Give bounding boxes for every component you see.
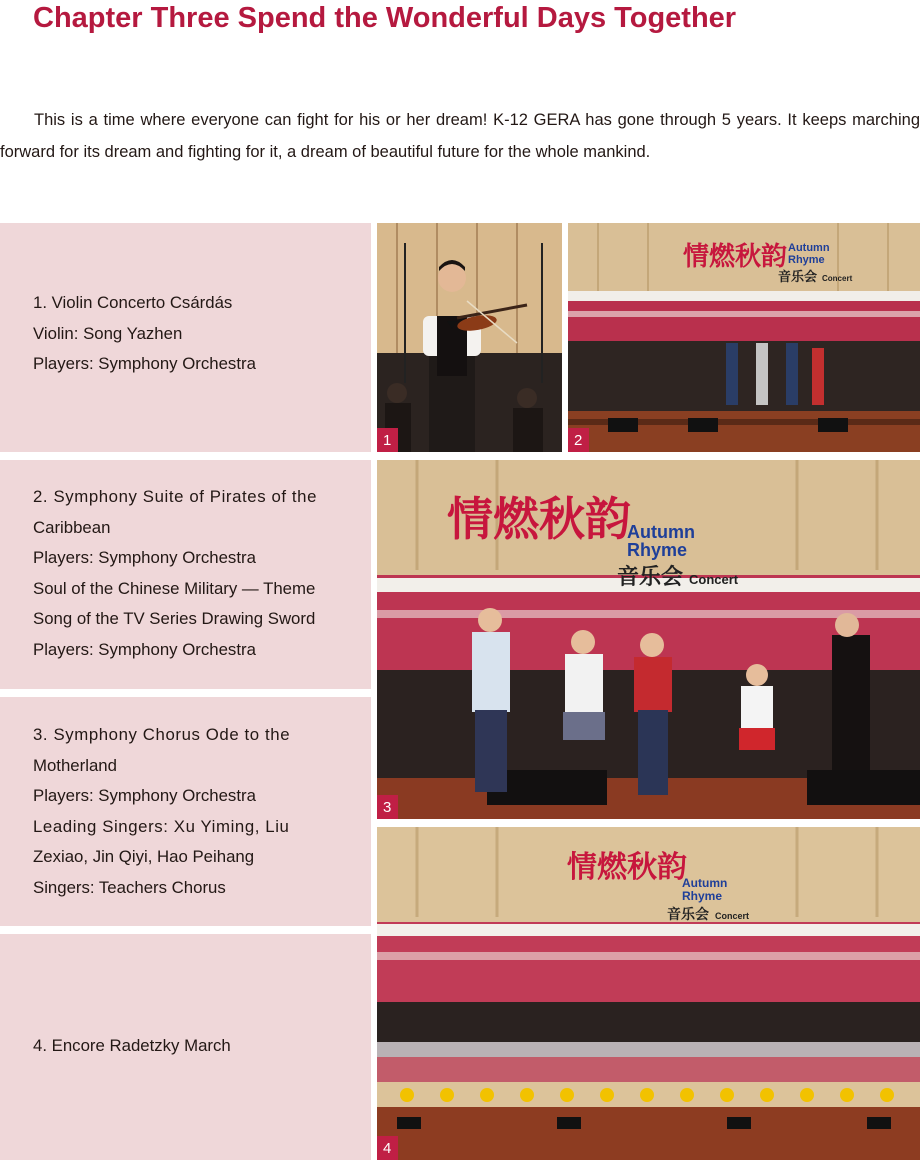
svg-text:Autumn: Autumn	[627, 522, 695, 542]
svg-text:情燃秋韵: 情燃秋韵	[683, 242, 788, 272]
svg-text:Concert: Concert	[715, 911, 750, 921]
program-2-line-2: Caribbean	[33, 517, 111, 537]
program-1-line-1: 1. Violin Concerto Csárdás	[33, 293, 233, 312]
program-3-line-3: Players: Symphony Orchestra	[33, 786, 256, 805]
photo-number-badge: 3	[377, 795, 398, 819]
program-panel-4	[0, 934, 371, 1160]
photo-number-badge: 4	[377, 1136, 398, 1160]
svg-text:Autumn: Autumn	[682, 876, 728, 890]
program-panel-1	[0, 223, 371, 452]
svg-text:Rhyme: Rhyme	[627, 540, 688, 560]
intro-text: This is a time where everyone can fight for his or her dream! K-12 GERA has gone through 5 years. It keeps marching forward for its dream and fighting for it, a dream of beautiful future for the whole mankind.	[0, 111, 920, 161]
program-3-line-5: Zexiao, Jin Qiyi, Hao Peihang	[33, 847, 255, 866]
program-1-line-3: Players: Symphony Orchestra	[33, 354, 256, 373]
svg-text:情燃秋韵: 情燃秋韵	[567, 850, 687, 885]
program-3-line-6: Singers: Teachers Chorus	[33, 877, 226, 897]
program-2-line-3: Players: Symphony Orchestra	[33, 548, 256, 567]
program-1-line-2: Violin: Song Yazhen	[33, 323, 183, 343]
photo-full-ensemble	[377, 827, 920, 1160]
full-ensemble-illustration	[377, 827, 920, 1160]
program-3-line-4: Leading Singers: Xu Yiming, Liu	[33, 816, 290, 836]
photo-number-badge: 2	[568, 428, 589, 452]
svg-text:Rhyme: Rhyme	[788, 254, 825, 266]
intro-paragraph	[0, 104, 920, 168]
program-2-line-5: Song of the TV Series Drawing Sword	[33, 609, 316, 628]
program-panel-2	[0, 460, 371, 689]
svg-text:音乐会: 音乐会	[617, 565, 684, 590]
svg-text:Concert: Concert	[822, 274, 853, 283]
svg-text:情燃秋韵: 情燃秋韵	[447, 492, 631, 546]
program-2-line-6: Players: Symphony Orchestra	[33, 639, 256, 659]
photo-number-badge: 1	[377, 428, 398, 452]
photo-violinist	[377, 223, 562, 452]
program-2-line-4: Soul of the Chinese Military — Theme	[33, 578, 316, 598]
svg-text:音乐会: 音乐会	[778, 270, 818, 285]
svg-text:音乐会: 音乐会	[667, 907, 709, 923]
photo-lead-singers	[377, 460, 920, 819]
program-3-line-1: 3. Symphony Chorus Ode to the	[33, 725, 291, 744]
lead-singers-illustration	[377, 460, 920, 819]
program-4-line-1: 4. Encore Radetzky March	[33, 1036, 231, 1055]
program-2-line-1: 2. Symphony Suite of Pirates of the	[33, 487, 318, 506]
program-3-line-2: Motherland	[33, 755, 117, 775]
svg-text:Autumn: Autumn	[788, 242, 830, 254]
stage-overview-illustration	[568, 223, 920, 452]
svg-text:Rhyme: Rhyme	[682, 889, 723, 903]
violinist-illustration	[377, 223, 562, 452]
page-title: Chapter Three Spend the Wonderful Days Together	[33, 2, 737, 34]
program-panel-3	[0, 697, 371, 926]
svg-text:Concert: Concert	[689, 572, 739, 587]
photo-stage-overview	[568, 223, 920, 452]
